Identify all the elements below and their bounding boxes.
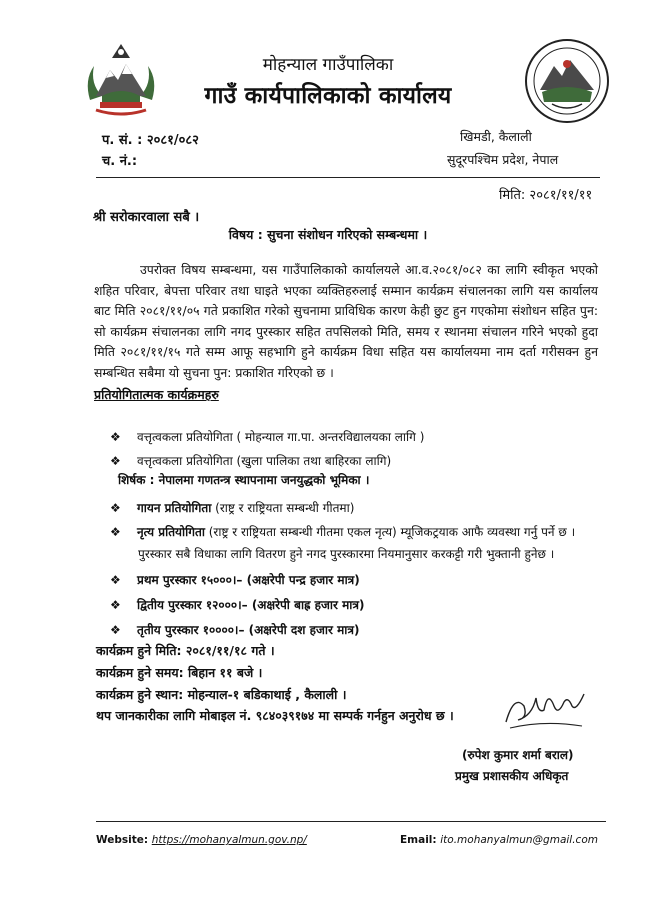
list-item: [110, 428, 424, 445]
item-name: वत्तृत्वकला प्रतियोगिता ( मोहन्याल गा.पा. अन्तरविद्यालयका लागि ): [137, 430, 425, 444]
website-label: Website:: [96, 834, 152, 846]
municipality-name: मोहन्याल गाउँपालिका: [262, 55, 394, 75]
bullet-icon: ❖: [110, 598, 121, 612]
competitions-heading: प्रतियोगितात्मक कार्यक्रमहरु: [94, 387, 219, 402]
prize-note: पुरस्कार सबै विधाका लागि वितरण हुने नगद पुरस्कारमा नियमानुसार करकट्टी गरी भुक्तानी हुनेछ ।: [138, 547, 555, 561]
header-divider: [96, 177, 600, 178]
website-link[interactable]: https://mohanyalmun.gov.np/: [151, 834, 307, 846]
footer-website: [96, 834, 307, 846]
reference-number: प. सं. : २०८१/०८२: [102, 133, 199, 148]
prize-item: [110, 571, 360, 588]
bullet-icon: ❖: [110, 454, 121, 468]
address-line-2: सुदूरपश्चिम प्रदेश, नेपाल: [447, 152, 559, 167]
footer-divider: [96, 821, 606, 822]
list-item: [110, 452, 391, 469]
item-name: नृत्य प्रतियोगिता: [137, 525, 205, 539]
letter-subject: विषय : सुचना संशोधन गरिएको सम्बन्धमा ।: [228, 227, 428, 242]
prize-item: [110, 621, 360, 638]
prize-text: प्रथम पुरस्कार १५०००।– (अक्षरेपी पन्द्र हजार मात्र): [137, 573, 360, 587]
bullet-icon: ❖: [110, 573, 121, 587]
item-detail: (राष्ट्र र राष्ट्रियता सम्बन्धी गीतमा एकल नृत्य) म्यूजिकट्रयाक आफै व्यवस्था गर्नु पर्ने छ ।: [204, 525, 576, 539]
bullet-icon: ❖: [110, 525, 121, 539]
email-label: Email:: [400, 834, 441, 846]
item-detail: (राष्ट्र र राष्ट्रियता सम्बन्धी गीतमा): [211, 501, 355, 515]
bullet-icon: ❖: [110, 501, 121, 515]
bullet-icon: ❖: [110, 623, 121, 637]
prize-text: द्वितीय पुरस्कार १२०००।– (अक्षरेपी बाह्र हजार मात्र): [137, 598, 365, 612]
letter-body-text: उपरोक्त विषय सम्बन्धमा, यस गाउँपालिकाको कार्यालयले आ.व.२०८१/०८२ का लागि स्वीकृत भएको शहित परिवार, बेपत्ता परिवार तथा घाइते भएका व्यक्तिहरुलाई सम्मान कार्यक्रम संचालनका लागि यस कार्यालय बाट मिति २०८१/११/०५ गते प्रकाशित गरेको सुचनामा प्राविधिक कारण केही छुट हुन गएकोमा संशोधन सहित पुन: सो कार्यक्रम संचालनका लागि नगद पुरस्कार सहित तपसिलको मिति, समय र स्थानमा संचालन गरिने भएको हुदा मिति २०८१/११/१५ गते सम्म आफू सहभागि हुने कार्यक्रम विधा सहित यस कार्यालयमा नाम दर्ता गरीसक्न हुन सम्बन्धित सबैमा यो सुचना पुन: प्रकाशित गरिएको छ ।: [94, 262, 598, 380]
list-item: [110, 523, 575, 540]
email-address[interactable]: ito.mohanyalmun@gmail.com: [440, 834, 598, 846]
salutation: श्री सरोकारवाला सबै ।: [93, 210, 200, 225]
letter-body: [94, 260, 598, 383]
item-name: वत्तृत्वकला प्रतियोगिता (खुला पालिका तथा बाहिरका लागि): [137, 454, 392, 468]
dispatch-number: च. नं.:: [102, 154, 138, 169]
signature-image: [498, 676, 588, 740]
letter-date: मिति: २०८१/११/११: [499, 188, 593, 203]
prize-item: [110, 596, 364, 613]
office-name: गाउँ कार्यपालिकाको कार्यालय: [204, 83, 452, 109]
bullet-icon: ❖: [110, 430, 121, 444]
item-name: गायन प्रतियोगिता: [137, 501, 212, 515]
signatory-title: प्रमुख प्रशासकीय अधिकृत: [455, 769, 569, 783]
address-line-1: खिमडी, कैलाली: [460, 129, 532, 144]
contact-request: थप जानकारीका लागि मोबाइल नं. ९८४०३९१७४ मा सम्पर्क गर्नहुन अनुरोध छ ।: [96, 708, 454, 723]
list-item: [110, 499, 354, 516]
program-date: कार्यक्रम हुने मिति: २०८१/११/१८ गते ।: [96, 643, 275, 658]
program-time: कार्यक्रम हुने समय: बिहान ११ बजे ।: [96, 665, 263, 680]
program-venue: कार्यक्रम हुने स्थान: मोहन्याल-१ बडिकाथाई , कैलाली ।: [96, 687, 347, 702]
prize-text: तृतीय पुरस्कार १००००।– (अक्षरेपी दश हजार मात्र): [137, 623, 360, 637]
speech-topic: शिर्षक : नेपालमा गणतन्त्र स्थापनामा जनयुद्धको भूमिका ।: [118, 473, 370, 487]
signatory-name: (रुपेश कुमार शर्मा बराल): [462, 748, 574, 762]
footer-email: [400, 834, 598, 846]
